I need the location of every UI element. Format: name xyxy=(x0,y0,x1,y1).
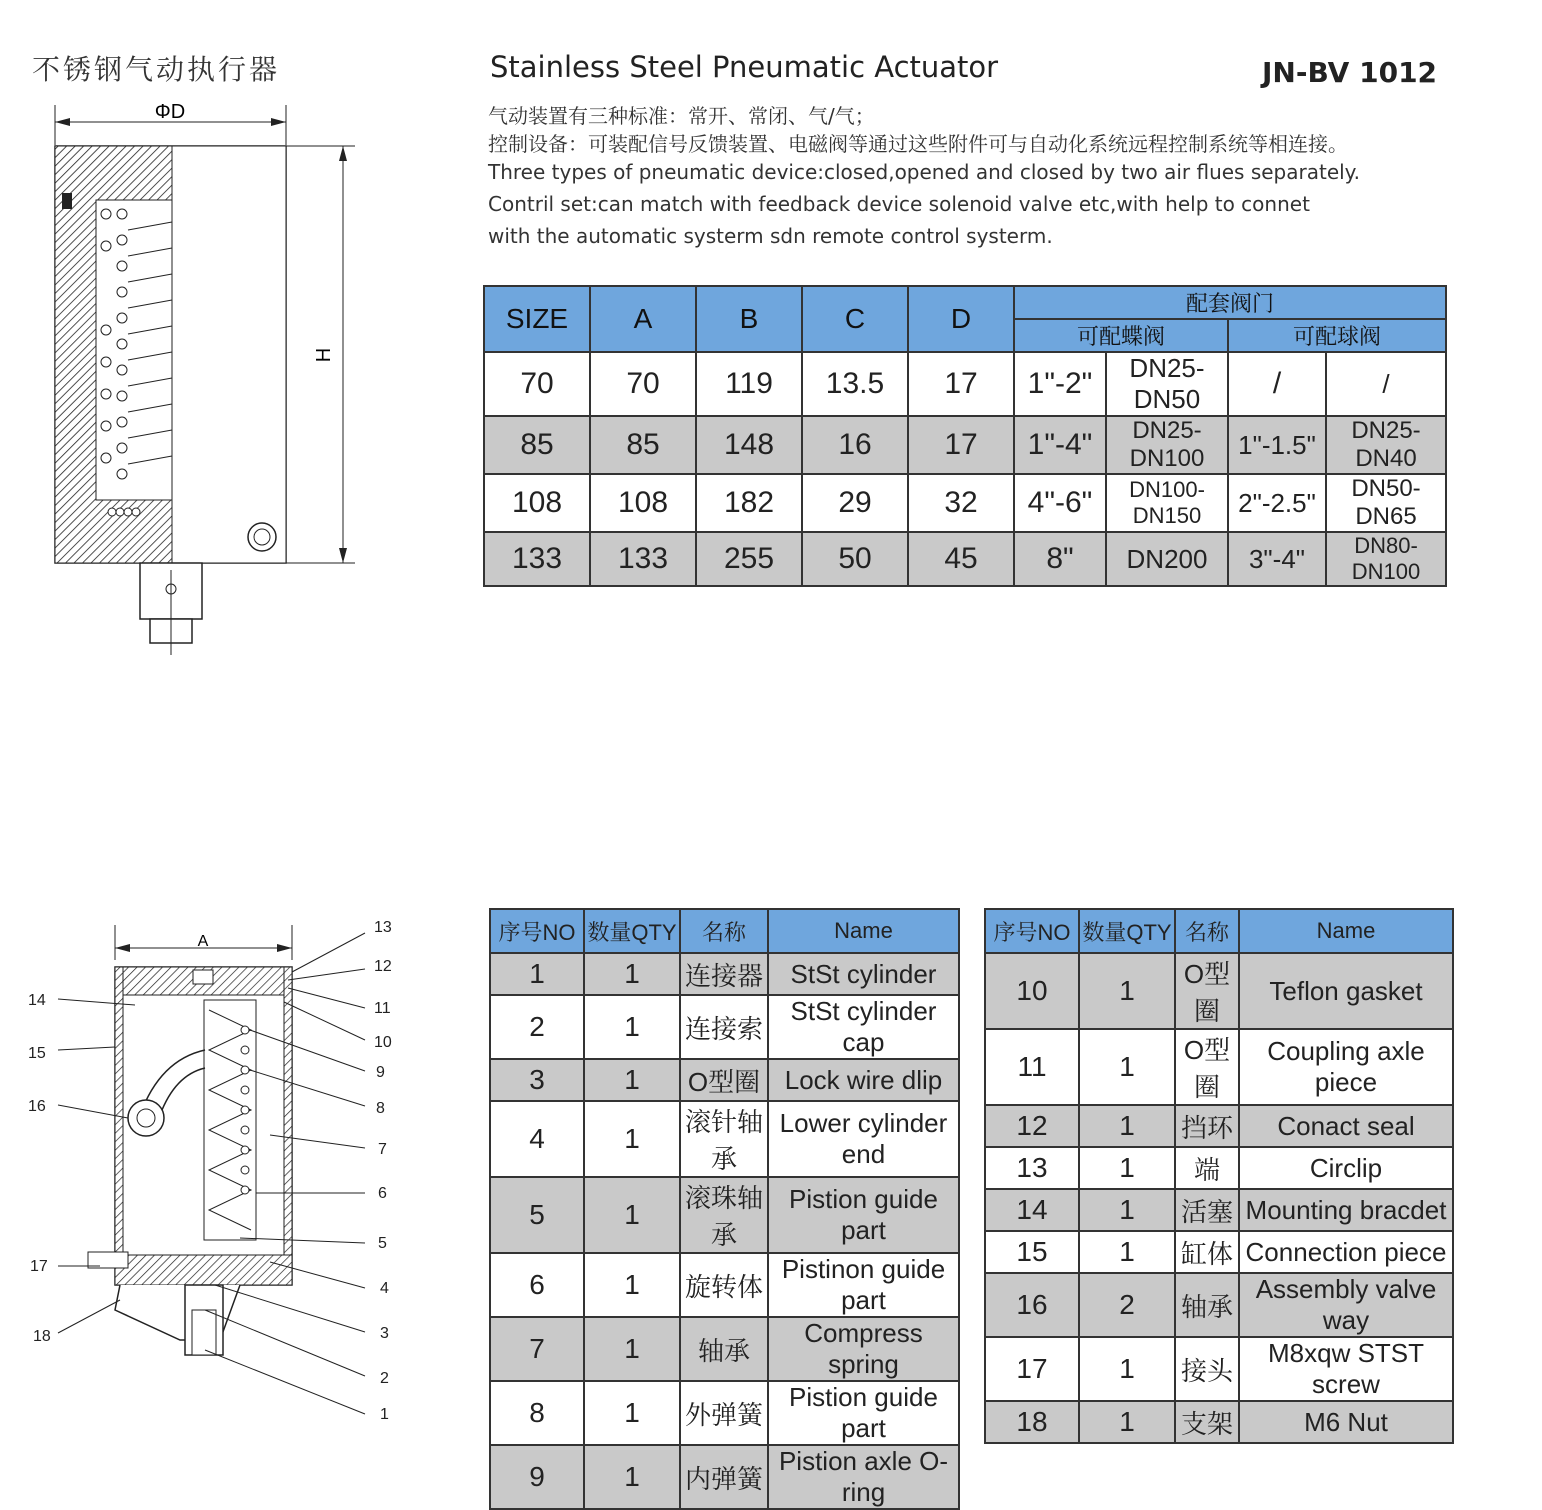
cell: 1 xyxy=(584,1059,680,1101)
table-row xyxy=(490,1381,959,1445)
cell: 旋转体 xyxy=(680,1253,768,1317)
cell: 1 xyxy=(1079,1337,1175,1401)
cell: 85 xyxy=(484,416,590,474)
description-line-4: Contril set:can match with feedback device solenoid valve etc,with help to connet xyxy=(488,192,1310,216)
table-row xyxy=(484,352,1446,416)
model-number: JN-BV 1012 xyxy=(1262,56,1438,89)
cell: / xyxy=(1228,352,1326,416)
cell: 108 xyxy=(484,474,590,532)
table-row xyxy=(985,1337,1453,1401)
cell: DN25-DN100 xyxy=(1106,416,1228,474)
cell: Assembly valve way xyxy=(1239,1273,1453,1337)
header-name: Name xyxy=(1239,909,1453,953)
table-row xyxy=(985,1273,1453,1337)
cell: 2 xyxy=(490,995,584,1059)
cell: 45 xyxy=(908,532,1014,586)
cell: M8xqw STST screw xyxy=(1239,1337,1453,1401)
cell: 1"-2" xyxy=(1014,352,1106,416)
cell: 29 xyxy=(802,474,908,532)
cell: 轴承 xyxy=(1175,1273,1239,1337)
callout-10: 10 xyxy=(374,1034,392,1051)
table-row xyxy=(985,1029,1453,1105)
parts-header-row xyxy=(490,909,959,953)
cell: StSt cylinder cap xyxy=(768,995,959,1059)
callout-8: 8 xyxy=(376,1100,385,1117)
cell: 1 xyxy=(584,1253,680,1317)
table-row xyxy=(490,1253,959,1317)
cell: 挡环 xyxy=(1175,1105,1239,1147)
cell: 7 xyxy=(490,1317,584,1381)
cell: 119 xyxy=(696,352,802,416)
table-row xyxy=(490,1101,959,1177)
callout-17: 17 xyxy=(30,1258,48,1275)
callout-4: 4 xyxy=(380,1280,389,1297)
callout-1: 1 xyxy=(380,1406,389,1423)
cell: 182 xyxy=(696,474,802,532)
cell: 滚珠轴承 xyxy=(680,1177,768,1253)
cell: O型圈 xyxy=(1175,953,1239,1029)
cell: Compress spring xyxy=(768,1317,959,1381)
cell: 70 xyxy=(590,352,696,416)
cell: 50 xyxy=(802,532,908,586)
cell: 1 xyxy=(1079,1189,1175,1231)
cell: Pistion axle O-ring xyxy=(768,1445,959,1509)
cell: 16 xyxy=(802,416,908,474)
cell: DN100-DN150 xyxy=(1106,474,1228,532)
cell: 13 xyxy=(985,1147,1079,1189)
description-line-1: 气动装置有三种标准：常开、常闭、气/气； xyxy=(488,104,875,128)
header-no: 序号NO xyxy=(985,909,1079,953)
cell: M6 Nut xyxy=(1239,1401,1453,1443)
cell: 1 xyxy=(584,1177,680,1253)
callout-11: 11 xyxy=(374,1000,391,1017)
cell: O型圈 xyxy=(680,1059,768,1101)
cell: 4 xyxy=(490,1101,584,1177)
callout-7: 7 xyxy=(378,1141,387,1158)
parts-table-right xyxy=(984,908,1454,1444)
cell: 85 xyxy=(590,416,696,474)
cell: 1 xyxy=(584,995,680,1059)
spec-header-d: D xyxy=(908,286,1014,352)
cell: Lock wire dlip xyxy=(768,1059,959,1101)
cell: 接头 xyxy=(1175,1337,1239,1401)
cell: O型圈 xyxy=(1175,1029,1239,1105)
cell: 1 xyxy=(1079,1147,1175,1189)
cell: 255 xyxy=(696,532,802,586)
callout-3: 3 xyxy=(380,1325,389,1342)
header-no: 序号NO xyxy=(490,909,584,953)
table-row xyxy=(985,1147,1453,1189)
cell: Conact seal xyxy=(1239,1105,1453,1147)
cell: 1 xyxy=(584,1445,680,1509)
table-row xyxy=(490,1177,959,1253)
cell: 133 xyxy=(484,532,590,586)
cell: 端 xyxy=(1175,1147,1239,1189)
header-cn-name: 名称 xyxy=(680,909,768,953)
cell: 1 xyxy=(584,953,680,995)
table-row xyxy=(484,474,1446,532)
callout-15: 15 xyxy=(28,1045,46,1062)
cell: 连接器 xyxy=(680,953,768,995)
actuator-parts-drawing xyxy=(0,900,480,1440)
cell: 4"-6" xyxy=(1014,474,1106,532)
cell: Coupling axle piece xyxy=(1239,1029,1453,1105)
description-line-5: with the automatic systerm sdn remote control systerm. xyxy=(488,224,1053,248)
cell: 148 xyxy=(696,416,802,474)
cell: 1 xyxy=(584,1381,680,1445)
table-row xyxy=(985,1401,1453,1443)
cell: 108 xyxy=(590,474,696,532)
callout-18: 18 xyxy=(33,1328,51,1345)
cell: Lower cylinder end xyxy=(768,1101,959,1177)
table-row xyxy=(484,416,1446,474)
header-qty: 数量QTY xyxy=(584,909,680,953)
spec-table xyxy=(483,285,1447,587)
callout-2: 2 xyxy=(380,1370,389,1387)
cell: 1 xyxy=(1079,1105,1175,1147)
cell: 5 xyxy=(490,1177,584,1253)
cell: 1"-4" xyxy=(1014,416,1106,474)
table-row xyxy=(985,953,1453,1029)
cell: 3 xyxy=(490,1059,584,1101)
cell: 17 xyxy=(908,416,1014,474)
cell: DN25-DN40 xyxy=(1326,416,1446,474)
cell: 连接索 xyxy=(680,995,768,1059)
cell: 15 xyxy=(985,1231,1079,1273)
cell: DN80-DN100 xyxy=(1326,532,1446,586)
cell: 1 xyxy=(1079,1401,1175,1443)
cell: 6 xyxy=(490,1253,584,1317)
description-line-2: 控制设备：可装配信号反馈装置、电磁阀等通过这些附件可与自动化系统远程控制系统等相连接。 xyxy=(488,132,1348,156)
cell: 滚针轴承 xyxy=(680,1101,768,1177)
parts-header-row xyxy=(985,909,1453,953)
table-row xyxy=(985,1231,1453,1273)
spec-header-butterfly: 可配蝶阀 xyxy=(1014,319,1228,352)
cell: Pistion guide part xyxy=(768,1177,959,1253)
cell: 10 xyxy=(985,953,1079,1029)
description-line-3: Three types of pneumatic device:closed,opened and closed by two air flues separately. xyxy=(488,160,1361,184)
cell: 133 xyxy=(590,532,696,586)
spec-header-row xyxy=(484,286,1446,319)
cell: 1"-1.5" xyxy=(1228,416,1326,474)
cell: 1 xyxy=(584,1101,680,1177)
cell: DN25-DN50 xyxy=(1106,352,1228,416)
cell: 8" xyxy=(1014,532,1106,586)
cell: 17 xyxy=(908,352,1014,416)
spec-header-a: A xyxy=(590,286,696,352)
header-qty: 数量QTY xyxy=(1079,909,1175,953)
spec-header-b: B xyxy=(696,286,802,352)
callout-13: 13 xyxy=(374,919,392,936)
cell: 2 xyxy=(1079,1273,1175,1337)
cell: 12 xyxy=(985,1105,1079,1147)
spec-header-c: C xyxy=(802,286,908,352)
actuator-section-drawing xyxy=(0,0,480,680)
cell: 1 xyxy=(1079,1231,1175,1273)
cell: / xyxy=(1326,352,1446,416)
cell: 支架 xyxy=(1175,1401,1239,1443)
cell: StSt cylinder xyxy=(768,953,959,995)
cell: 缸体 xyxy=(1175,1231,1239,1273)
callout-9: 9 xyxy=(376,1064,385,1081)
table-row xyxy=(985,1105,1453,1147)
cell: 9 xyxy=(490,1445,584,1509)
table-row xyxy=(484,532,1446,586)
cell: 70 xyxy=(484,352,590,416)
table-row xyxy=(490,953,959,995)
cell: 8 xyxy=(490,1381,584,1445)
cell: 18 xyxy=(985,1401,1079,1443)
cell: 13.5 xyxy=(802,352,908,416)
dim-h-label: H xyxy=(313,347,335,363)
cell: 1 xyxy=(1079,1029,1175,1105)
cell: 外弹簧 xyxy=(680,1381,768,1445)
cell: 3"-4" xyxy=(1228,532,1326,586)
cell: DN50-DN65 xyxy=(1326,474,1446,532)
cell: Pistion guide part xyxy=(768,1381,959,1445)
callout-14: 14 xyxy=(28,992,46,1009)
cell: Circlip xyxy=(1239,1147,1453,1189)
table-row xyxy=(985,1189,1453,1231)
table-row xyxy=(490,1059,959,1101)
cell: 1 xyxy=(490,953,584,995)
spec-header-ball: 可配球阀 xyxy=(1228,319,1446,352)
cell: 轴承 xyxy=(680,1317,768,1381)
spec-header-size: SIZE xyxy=(484,286,590,352)
cell: 17 xyxy=(985,1337,1079,1401)
cell: 活塞 xyxy=(1175,1189,1239,1231)
dim-d-label: ΦD xyxy=(154,101,186,123)
callout-16: 16 xyxy=(28,1098,46,1115)
parts-table-left xyxy=(489,908,960,1510)
header-cn-name: 名称 xyxy=(1175,909,1239,953)
callout-12: 12 xyxy=(374,958,392,975)
cell: 14 xyxy=(985,1189,1079,1231)
title-chinese: 不锈钢气动执行器 xyxy=(32,53,281,86)
cell: 内弹簧 xyxy=(680,1445,768,1509)
table-row xyxy=(490,1445,959,1509)
cell: 1 xyxy=(1079,953,1175,1029)
cell: 32 xyxy=(908,474,1014,532)
dim-a-label: A xyxy=(197,933,209,950)
cell: Teflon gasket xyxy=(1239,953,1453,1029)
cell: Pistinon guide part xyxy=(768,1253,959,1317)
table-row xyxy=(490,1317,959,1381)
cell: DN200 xyxy=(1106,532,1228,586)
callout-6: 6 xyxy=(378,1185,387,1202)
cell: 16 xyxy=(985,1273,1079,1337)
spec-header-valves: 配套阀门 xyxy=(1014,286,1446,319)
callout-5: 5 xyxy=(378,1235,387,1252)
cell: 1 xyxy=(584,1317,680,1381)
table-row xyxy=(490,995,959,1059)
cell: 11 xyxy=(985,1029,1079,1105)
cell: Mounting bracdet xyxy=(1239,1189,1453,1231)
title-english: Stainless Steel Pneumatic Actuator xyxy=(490,50,999,84)
header-name: Name xyxy=(768,909,959,953)
cell: 2"-2.5" xyxy=(1228,474,1326,532)
cell: Connection piece xyxy=(1239,1231,1453,1273)
